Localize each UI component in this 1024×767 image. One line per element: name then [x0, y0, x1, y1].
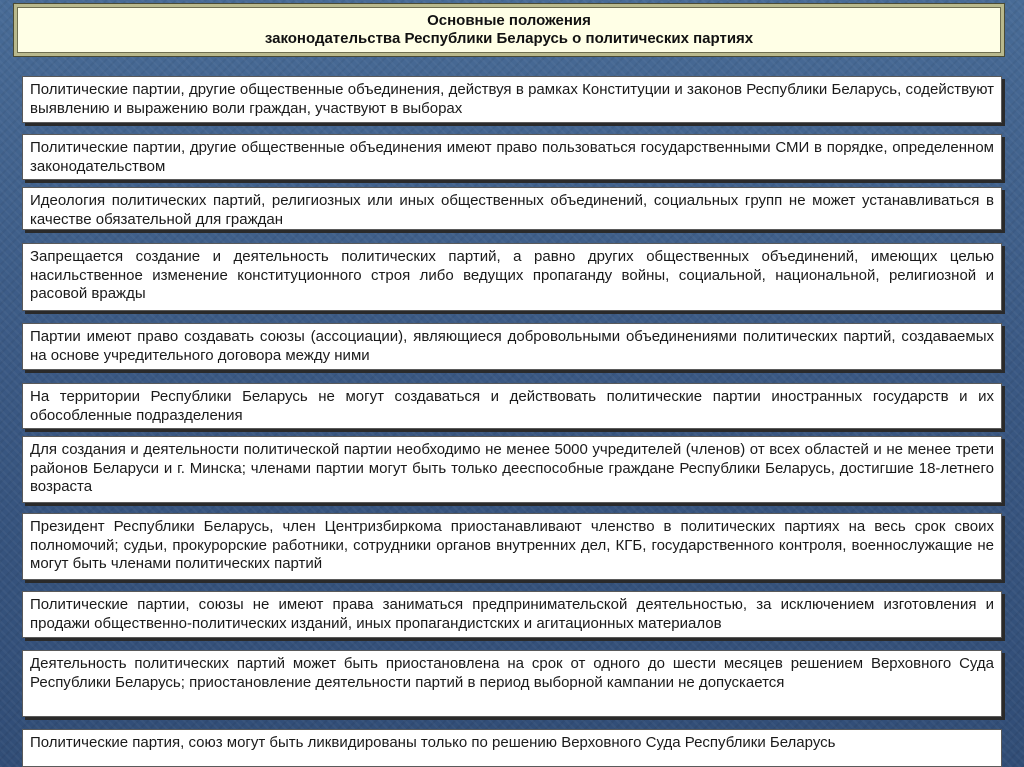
- provision-2: Политические партии, другие общественные объединения имеют право пользоваться государственными СМИ в порядке, определенном законодательством: [22, 134, 1002, 180]
- provision-10: Деятельность политических партий может быть приостановлена на срок от одного до шести месяцев решением Верховного Суда Республики Беларусь; приостановление деятельности партий в период выборной кампании не допускается: [22, 650, 1002, 717]
- provision-1: Политические партии, другие общественные объединения, действуя в рамках Конституции и законов Республики Беларусь, содействуют выявлению и выражению воли граждан, участвуют в выборах: [22, 76, 1002, 123]
- title-box: [13, 3, 1005, 57]
- provision-7: Для создания и деятельности политической партии необходимо не менее 5000 учредителей (членов) от всех областей и не менее трети районов Беларуси и г. Минска; членами партии могут быть только дееспособные граждане Республики Беларусь, достигшие 18-летнего возраста: [22, 436, 1002, 503]
- provision-4: Запрещается создание и деятельность политических партий, а равно других общественных объединений, имеющих целью насильственное изменение конституционного строя либо ведущих пропаганду войны, социальной, национальной, религиозной и расовой вражды: [22, 243, 1002, 311]
- title-line-1: Основные положения: [427, 12, 591, 29]
- provision-5: Партии имеют право создавать союзы (ассоциации), являющиеся добровольными объединениями политических партий, создаваемых на основе учредительного договора между ними: [22, 323, 1002, 370]
- slide-title: [17, 7, 1001, 53]
- provision-9: Политические партии, союзы не имеют права заниматься предпринимательской деятельностью, за исключением изготовления и продажи общественно-политических изданий, иных пропагандистских и агитационных материалов: [22, 591, 1002, 638]
- provision-11: Политические партия, союз могут быть ликвидированы только по решению Верховного Суда Республики Беларусь: [22, 729, 1002, 767]
- provision-3: Идеология политических партий, религиозных или иных общественных объединений, социальных групп не может устанавливаться в качестве обязательной для граждан: [22, 187, 1002, 230]
- title-line-2: законодательства Республики Беларусь о политических партиях: [264, 30, 754, 47]
- provision-6: На территории Республики Беларусь не могут создаваться и действовать политические партии иностранных государств и их обособленные подразделения: [22, 383, 1002, 429]
- provision-8: Президент Республики Беларусь, член Центризбиркома приостанавливают членство в политических партиях на весь срок своих полномочий; судьи, прокурорские работники, сотрудники органов внутренних дел, КГБ, государственного контроля, военнослужащие не могут быть членами политических партий: [22, 513, 1002, 580]
